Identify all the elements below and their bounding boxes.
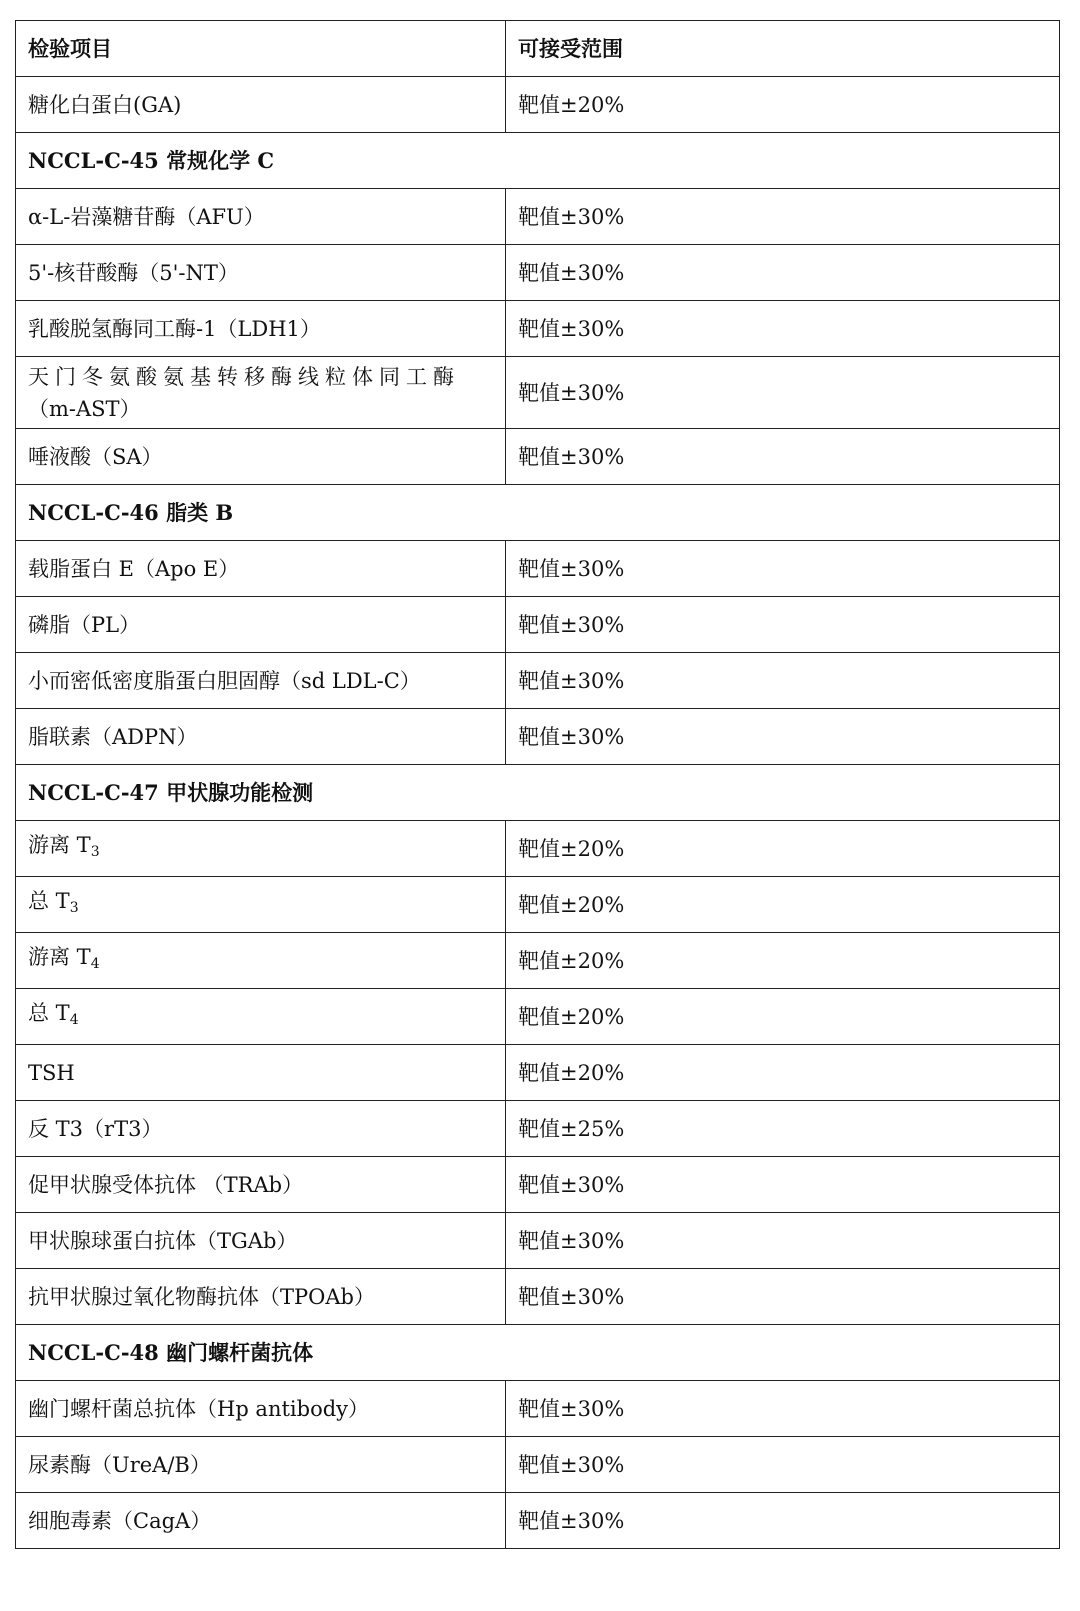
acceptable-range-value: 靶值±20% [506, 933, 1060, 989]
subscript: 4 [69, 1012, 79, 1028]
table-row [16, 189, 1060, 245]
test-item-name [16, 933, 506, 989]
acceptance-range-table [15, 20, 1060, 1549]
table-row [16, 1101, 1060, 1157]
acceptable-range-value: 靶值±30% [506, 1493, 1060, 1549]
header-acceptable-range: 可接受范围 [506, 21, 1060, 77]
test-item-name: 细胞毒素（CagA） [16, 1493, 506, 1549]
test-item-name: 反 T3（rT3） [16, 1101, 506, 1157]
section-row [16, 485, 1060, 541]
section-title: NCCL-C-45 常规化学 C [16, 133, 1060, 189]
subscript: 3 [69, 900, 79, 916]
table-row [16, 597, 1060, 653]
header-test-item: 检验项目 [16, 21, 506, 77]
table-row [16, 821, 1060, 877]
test-item-name: 糖化白蛋白(GA) [16, 77, 506, 133]
acceptable-range-value: 靶值±30% [506, 1381, 1060, 1437]
table-header-row [16, 21, 1060, 77]
table-row [16, 541, 1060, 597]
table-row [16, 877, 1060, 933]
test-item-name: 幽门螺杆菌总抗体（Hp antibody） [16, 1381, 506, 1437]
acceptable-range-value: 靶值±20% [506, 77, 1060, 133]
acceptable-range-value: 靶值±30% [506, 189, 1060, 245]
section-row [16, 133, 1060, 189]
table-row [16, 989, 1060, 1045]
section-title: NCCL-C-48 幽门螺杆菌抗体 [16, 1325, 1060, 1381]
acceptable-range-value: 靶值±30% [506, 541, 1060, 597]
acceptable-range-value: 靶值±20% [506, 877, 1060, 933]
acceptable-range-value: 靶值±30% [506, 245, 1060, 301]
test-item-name-line1: 天门冬氨酸氨基转移酶线粒体同工酶 [28, 364, 460, 389]
test-item-name: 小而密低密度脂蛋白胆固醇（sd LDL-C） [16, 653, 506, 709]
table-row [16, 1157, 1060, 1213]
table-row [16, 709, 1060, 765]
table-row [16, 933, 1060, 989]
test-item-name: 5'-核苷酸酶（5'-NT） [16, 245, 506, 301]
test-item-name-text: 游离 T [28, 833, 91, 857]
acceptable-range-value: 靶值±20% [506, 1045, 1060, 1101]
test-item-name [16, 877, 506, 933]
acceptable-range-value: 靶值±30% [506, 301, 1060, 357]
table-row [16, 301, 1060, 357]
test-item-name [16, 357, 506, 429]
acceptable-range-value: 靶值±30% [506, 1157, 1060, 1213]
test-item-name-text: 游离 T [28, 945, 91, 969]
table-row [16, 1213, 1060, 1269]
acceptable-range-value: 靶值±20% [506, 989, 1060, 1045]
test-item-name-text: 总 T [28, 1001, 70, 1025]
table-row [16, 1493, 1060, 1549]
acceptable-range-value: 靶值±25% [506, 1101, 1060, 1157]
table-row [16, 1437, 1060, 1493]
acceptable-range-value: 靶值±30% [506, 1269, 1060, 1325]
test-item-name: 甲状腺球蛋白抗体（TGAb） [16, 1213, 506, 1269]
test-item-name: 磷脂（PL） [16, 597, 506, 653]
section-row [16, 765, 1060, 821]
acceptable-range-value: 靶值±30% [506, 1437, 1060, 1493]
section-title: NCCL-C-46 脂类 B [16, 485, 1060, 541]
test-item-name: 载脂蛋白 E（Apo E） [16, 541, 506, 597]
test-item-name [16, 989, 506, 1045]
test-item-name: 尿素酶（UreA/B） [16, 1437, 506, 1493]
acceptable-range-value: 靶值±30% [506, 709, 1060, 765]
section-title: NCCL-C-47 甲状腺功能检测 [16, 765, 1060, 821]
table-row [16, 245, 1060, 301]
acceptable-range-value: 靶值±20% [506, 821, 1060, 877]
test-item-name: 乳酸脱氢酶同工酶-1（LDH1） [16, 301, 506, 357]
table-row [16, 653, 1060, 709]
acceptable-range-value: 靶值±30% [506, 653, 1060, 709]
test-item-name: α-L-岩藻糖苷酶（AFU） [16, 189, 506, 245]
table-row [16, 77, 1060, 133]
table-row [16, 1269, 1060, 1325]
test-item-name: 唾液酸（SA） [16, 429, 506, 485]
acceptable-range-value: 靶值±30% [506, 357, 1060, 429]
test-item-name [16, 821, 506, 877]
acceptable-range-value: 靶值±30% [506, 1213, 1060, 1269]
acceptable-range-value: 靶值±30% [506, 597, 1060, 653]
test-item-name-line2: （m-AST） [28, 396, 141, 421]
acceptable-range-value: 靶值±30% [506, 429, 1060, 485]
subscript: 4 [90, 956, 100, 972]
test-item-name: 促甲状腺受体抗体 （TRAb） [16, 1157, 506, 1213]
subscript: 3 [90, 844, 100, 860]
test-item-name-text: 总 T [28, 889, 70, 913]
test-item-name: 脂联素（ADPN） [16, 709, 506, 765]
test-item-name: 抗甲状腺过氧化物酶抗体（TPOAb） [16, 1269, 506, 1325]
section-row [16, 1325, 1060, 1381]
table-row [16, 429, 1060, 485]
table-row [16, 1045, 1060, 1101]
test-item-name: TSH [16, 1045, 506, 1101]
table-row [16, 357, 1060, 429]
table-row [16, 1381, 1060, 1437]
